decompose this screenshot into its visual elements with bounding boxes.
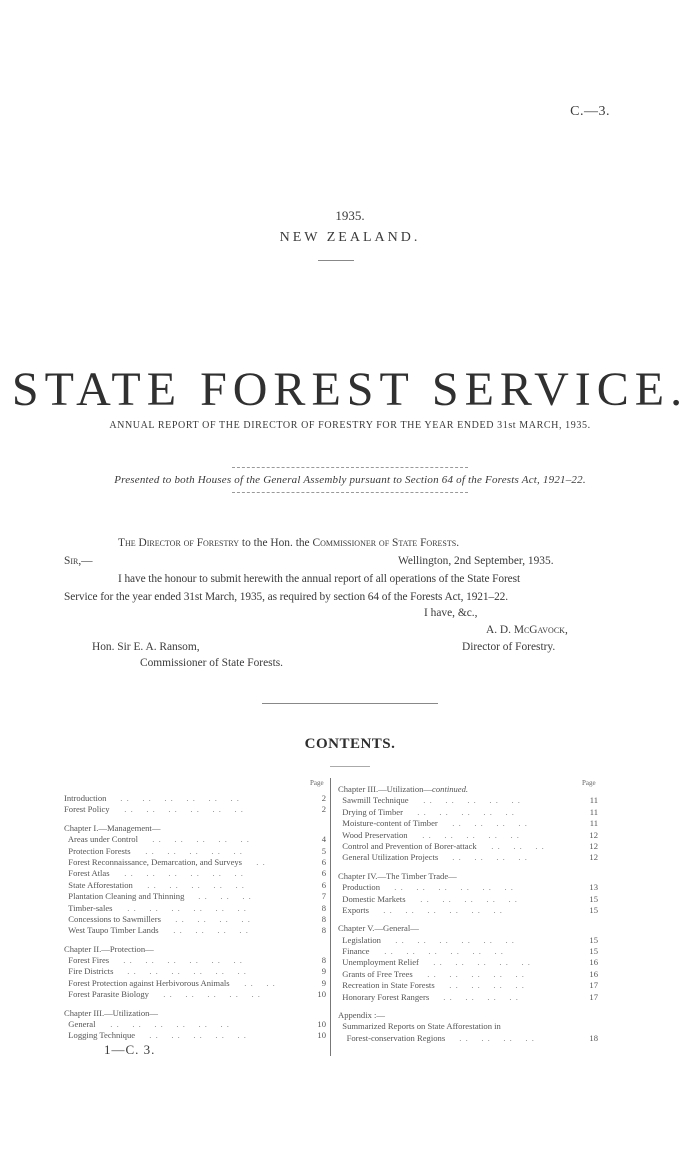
toc-entry-page: 9 <box>321 966 326 977</box>
toc-leader-dots: . . . . . . . . . . <box>417 795 528 806</box>
toc-entry-label: Exports <box>338 904 370 915</box>
toc-leader-dots: . . . . . . . . . . <box>411 806 522 817</box>
toc-entry-label: Honorary Forest Rangers <box>338 991 430 1002</box>
toc-entry-label: Forest Reconnaissance, Demarcation, and Surveys <box>64 856 243 867</box>
toc-entry <box>338 992 598 1003</box>
toc-entry <box>338 946 598 957</box>
toc-leader-dots: . . . . . . . . . . <box>421 968 532 979</box>
toc-column-divider <box>330 778 331 1056</box>
toc-leader-dots: . . . . . . . . . . . . <box>378 946 511 957</box>
toc-gap <box>64 1001 326 1008</box>
toc-entry-label: Grants of Free Trees <box>338 968 413 979</box>
toc-entry-page: 10 <box>317 989 326 1000</box>
toc-entry-label: Recreation in State Forests <box>338 980 435 991</box>
toc-left-page-header: Page <box>310 779 324 787</box>
letter-closing: I have, &c., <box>424 607 478 619</box>
toc-gap <box>64 816 326 823</box>
toc-entry-page: 16 <box>589 968 598 979</box>
toc-entry-page: 16 <box>589 957 598 968</box>
toc-entry-page: 15 <box>589 893 598 904</box>
toc-entry-page: 8 <box>321 955 326 966</box>
toc-right-column <box>338 784 598 1044</box>
toc-entry-label: Timber-sales <box>64 902 113 913</box>
toc-entry-label: Wood Preservation <box>338 829 408 840</box>
toc-entry-page: 2 <box>321 804 326 815</box>
toc-entry-label: Drying of Timber <box>338 806 403 817</box>
toc-entry-page: 12 <box>589 852 598 863</box>
toc-leader-dots: . . . . . . . . . . . . <box>118 868 251 879</box>
toc-entry-page: 6 <box>321 868 326 879</box>
toc-leader-dots: . . . . . . . . . . . . <box>121 902 254 913</box>
toc-entry <box>64 891 326 902</box>
toc-entry-label: Chapter II.—Protection— <box>64 943 154 954</box>
toc-entry <box>64 846 326 857</box>
toc-entry <box>338 830 598 841</box>
toc-entry-page: 11 <box>589 806 598 817</box>
toc-entry <box>64 804 326 815</box>
toc-entry <box>338 807 598 818</box>
letter-body-line-2: Service for the year ended 31st March, 1935, as required by section 64 of the Forests Act, 1921–22. <box>64 591 509 603</box>
toc-entry <box>338 1021 598 1032</box>
toc-entry-page: 5 <box>321 845 326 856</box>
toc-entry-label: Protection Forests <box>64 845 131 856</box>
toc-entry-page: 4 <box>321 834 326 845</box>
letter-recipient-title: Commissioner of State Forests. <box>140 657 284 669</box>
report-subtitle: ANNUAL REPORT OF THE DIRECTOR OF FORESTRY FOR THE YEAR ENDED 31st MARCH, 1935. <box>109 420 591 431</box>
toc-entry <box>64 1019 326 1030</box>
toc-entry-page: 10 <box>317 1019 326 1030</box>
toc-leader-dots: . . . . . . . . . . <box>139 845 250 856</box>
toc-entry-label: Unemployment Relief <box>338 957 419 968</box>
toc-entry-page: 8 <box>321 902 326 913</box>
toc-entry-label: Chapter IV.—The Timber Trade— <box>338 870 457 881</box>
toc-entry-page: 15 <box>589 946 598 957</box>
letter-recipient: Hon. Sir E. A. Ransom, <box>92 641 200 653</box>
toc-entry <box>64 925 326 936</box>
toc-entry-page: 9 <box>321 977 326 988</box>
toc-entry <box>64 914 326 925</box>
page-title: STATE FOREST SERVICE. <box>11 363 689 416</box>
toc-entry <box>338 894 598 905</box>
letter-signatory: A. D. McGavock, <box>486 624 568 636</box>
toc-entry-label: Introduction <box>64 793 107 803</box>
toc-leader-dots: . . . . . . <box>192 891 259 902</box>
toc-entry <box>338 969 598 980</box>
toc-entry-page: 8 <box>321 925 326 936</box>
toc-leader-dots: . . . . . . . . . . <box>146 834 257 845</box>
toc-entry-page: 15 <box>589 934 598 945</box>
toc-entry-label: Concessions to Sawmillers <box>64 913 161 924</box>
toc-gap <box>338 864 598 871</box>
toc-entry-label: General <box>64 1019 96 1030</box>
toc-entry <box>64 834 326 845</box>
toc-entry <box>64 966 326 977</box>
contents-heading: CONTENTS. <box>304 736 396 752</box>
toc-leader-dots: . . . . . . . . . . . . <box>121 966 254 977</box>
toc-entry <box>64 978 326 989</box>
toc-entry <box>64 944 326 955</box>
toc-leader-dots: . . . . . . . . . . . . <box>114 793 247 803</box>
toc-entry <box>64 868 326 879</box>
contents-underline <box>330 766 370 767</box>
toc-entry-label: Forest Protection against Herbivorous Animals <box>64 977 230 988</box>
toc-entry <box>64 989 326 1000</box>
toc-entry <box>64 823 326 834</box>
presented-rule-bottom <box>232 492 468 493</box>
toc-entry <box>338 882 598 893</box>
header-divider <box>318 260 354 261</box>
toc-entry-label: Forest Policy <box>64 804 110 815</box>
toc-entry <box>338 795 598 806</box>
toc-entry <box>338 871 598 882</box>
toc-left-column <box>64 793 326 1042</box>
letter-place-date: Wellington, 2nd September, 1935. <box>398 555 554 567</box>
section-divider <box>262 703 438 704</box>
toc-leader-dots: . . . . . . . . . . <box>427 957 538 968</box>
toc-entry-label: Chapter I.—Management— <box>64 822 161 833</box>
toc-entry-label: Fire Districts <box>64 966 114 977</box>
toc-entry-page: 12 <box>589 840 598 851</box>
toc-leader-dots: . . . . . . . . . . . . <box>118 804 251 815</box>
toc-leader-dots: . . . . . . . . . . <box>157 989 268 1000</box>
toc-entry <box>338 841 598 852</box>
toc-leader-dots: . . . . . . . . . . . . <box>388 882 521 893</box>
toc-entry <box>64 880 326 891</box>
toc-entry-label: West Taupo Timber Lands <box>64 925 159 936</box>
toc-entry <box>338 957 598 968</box>
toc-entry-label: Control and Prevention of Borer-attack <box>338 840 477 851</box>
toc-entry-page: 10 <box>317 1030 326 1041</box>
toc-entry-label: State Afforestation <box>64 879 133 890</box>
toc-entry <box>338 905 598 916</box>
toc-entry-label: Forest Fires <box>64 955 110 966</box>
toc-entry-label: Finance <box>338 946 370 957</box>
toc-entry-page: 7 <box>321 891 326 902</box>
toc-leader-dots: . . . . . . . . <box>446 818 535 829</box>
toc-entry-page: 15 <box>589 904 598 915</box>
toc-entry-label: Logging Technique <box>64 1030 136 1041</box>
toc-entry <box>64 955 326 966</box>
toc-entry-page: 17 <box>589 980 598 991</box>
letter-body-line-1: I have the honour to submit herewith the annual report of all operations of the State Forest <box>118 573 521 585</box>
toc-leader-dots: . . . . <box>238 977 283 988</box>
toc-leader-dots: . . . . . . . . <box>453 1032 542 1043</box>
toc-entry <box>338 923 598 934</box>
toc-entry-page: 6 <box>321 856 326 867</box>
toc-entry-label: Domestic Markets <box>338 893 406 904</box>
toc-entry-label: Forest Parasite Biology <box>64 989 149 1000</box>
toc-gap <box>338 916 598 923</box>
toc-entry <box>338 784 598 795</box>
toc-entry-page: 12 <box>589 829 598 840</box>
toc-entry <box>338 818 598 829</box>
toc-leader-dots: . . . . . . . . . . <box>414 893 525 904</box>
toc-entry-page: 18 <box>589 1032 598 1043</box>
toc-entry-page: 2 <box>321 793 326 803</box>
toc-entry <box>64 1008 326 1019</box>
toc-entry-page: 8 <box>321 913 326 924</box>
toc-entry-label: Production <box>338 882 381 893</box>
toc-right-page-header: Page <box>582 779 596 787</box>
toc-entry-label: Forest-conservation Regions <box>338 1032 446 1043</box>
toc-entry-label: Summarized Reports on State Afforestation in <box>338 1021 501 1032</box>
report-year: 1935. <box>335 208 365 223</box>
letter-signatory-title: Director of Forestry. <box>462 641 556 653</box>
toc-leader-dots: . . . . . . <box>485 840 552 851</box>
toc-entry <box>338 935 598 946</box>
toc-entry-label: Appendix :— <box>338 1010 386 1021</box>
toc-leader-dots: . . . . . . . . . . . . <box>377 904 510 915</box>
toc-entry-label: Chapter III.—Utilization—continued. <box>338 784 469 794</box>
toc-entry-page: 11 <box>589 818 598 829</box>
toc-entry-page: 11 <box>589 795 598 806</box>
toc-gap <box>64 937 326 944</box>
toc-gap <box>338 1003 598 1010</box>
toc-entry <box>338 1033 598 1044</box>
toc-leader-dots: . . <box>250 856 273 867</box>
toc-entry-label: Moisture-content of Timber <box>338 818 438 829</box>
toc-leader-dots: . . . . . . . . . . . . <box>117 955 250 966</box>
toc-leader-dots: . . . . . . . . <box>167 925 256 936</box>
letter-address-line <box>118 534 459 552</box>
toc-entry-label: Forest Atlas <box>64 868 110 879</box>
letter-from: The Director of Forestry <box>118 537 240 549</box>
letter-salutation: Sir,— <box>64 555 93 567</box>
toc-leader-dots: . . . . . . . . . . <box>141 879 252 890</box>
toc-entry-label: Chapter III.—Utilization— <box>64 1007 159 1018</box>
letter-to-word: to the Hon. the <box>241 537 310 549</box>
toc-entry <box>64 857 326 868</box>
toc-leader-dots: . . . . . . . . <box>437 991 526 1002</box>
toc-entry-page: 17 <box>589 991 598 1002</box>
toc-leader-dots: . . . . . . . . <box>169 913 258 924</box>
letter-to: Commissioner of State Forests. <box>312 537 460 549</box>
toc-entry <box>64 903 326 914</box>
toc-entry-label: Sawmill Technique <box>338 795 409 806</box>
presented-rule-top <box>232 467 468 468</box>
toc-leader-dots: . . . . . . . . . . <box>143 1030 254 1041</box>
toc-leader-dots: . . . . . . . . . . . . <box>389 934 522 945</box>
toc-entry <box>64 1030 326 1041</box>
toc-entry-label: Chapter V.—General— <box>338 923 419 934</box>
presented-note: Presented to both Houses of the General Assembly pursuant to Section 64 of the Forests Act, 1921–22. <box>114 474 586 486</box>
toc-entry <box>338 852 598 863</box>
toc-entry <box>338 1010 598 1021</box>
toc-entry <box>338 980 598 991</box>
toc-leader-dots: . . . . . . . . <box>443 980 532 991</box>
toc-entry <box>64 793 326 804</box>
document-code: C.—3. <box>570 104 610 119</box>
toc-leader-dots: . . . . . . . . <box>446 852 535 863</box>
country-name: NEW ZEALAND. <box>279 230 421 245</box>
toc-entry-label: General Utilization Projects <box>338 852 439 863</box>
toc-entry-label: Areas under Control <box>64 834 138 845</box>
toc-entry-label: Legislation <box>338 934 381 945</box>
toc-leader-dots: . . . . . . . . . . . . <box>104 1019 237 1030</box>
footer-code: 1—C. 3. <box>104 1042 156 1057</box>
toc-entry-page: 6 <box>321 879 326 890</box>
toc-leader-dots: . . . . . . . . . . <box>416 829 527 840</box>
toc-entry-page: 13 <box>589 882 598 893</box>
toc-entry-label: Plantation Cleaning and Thinning <box>64 891 185 902</box>
